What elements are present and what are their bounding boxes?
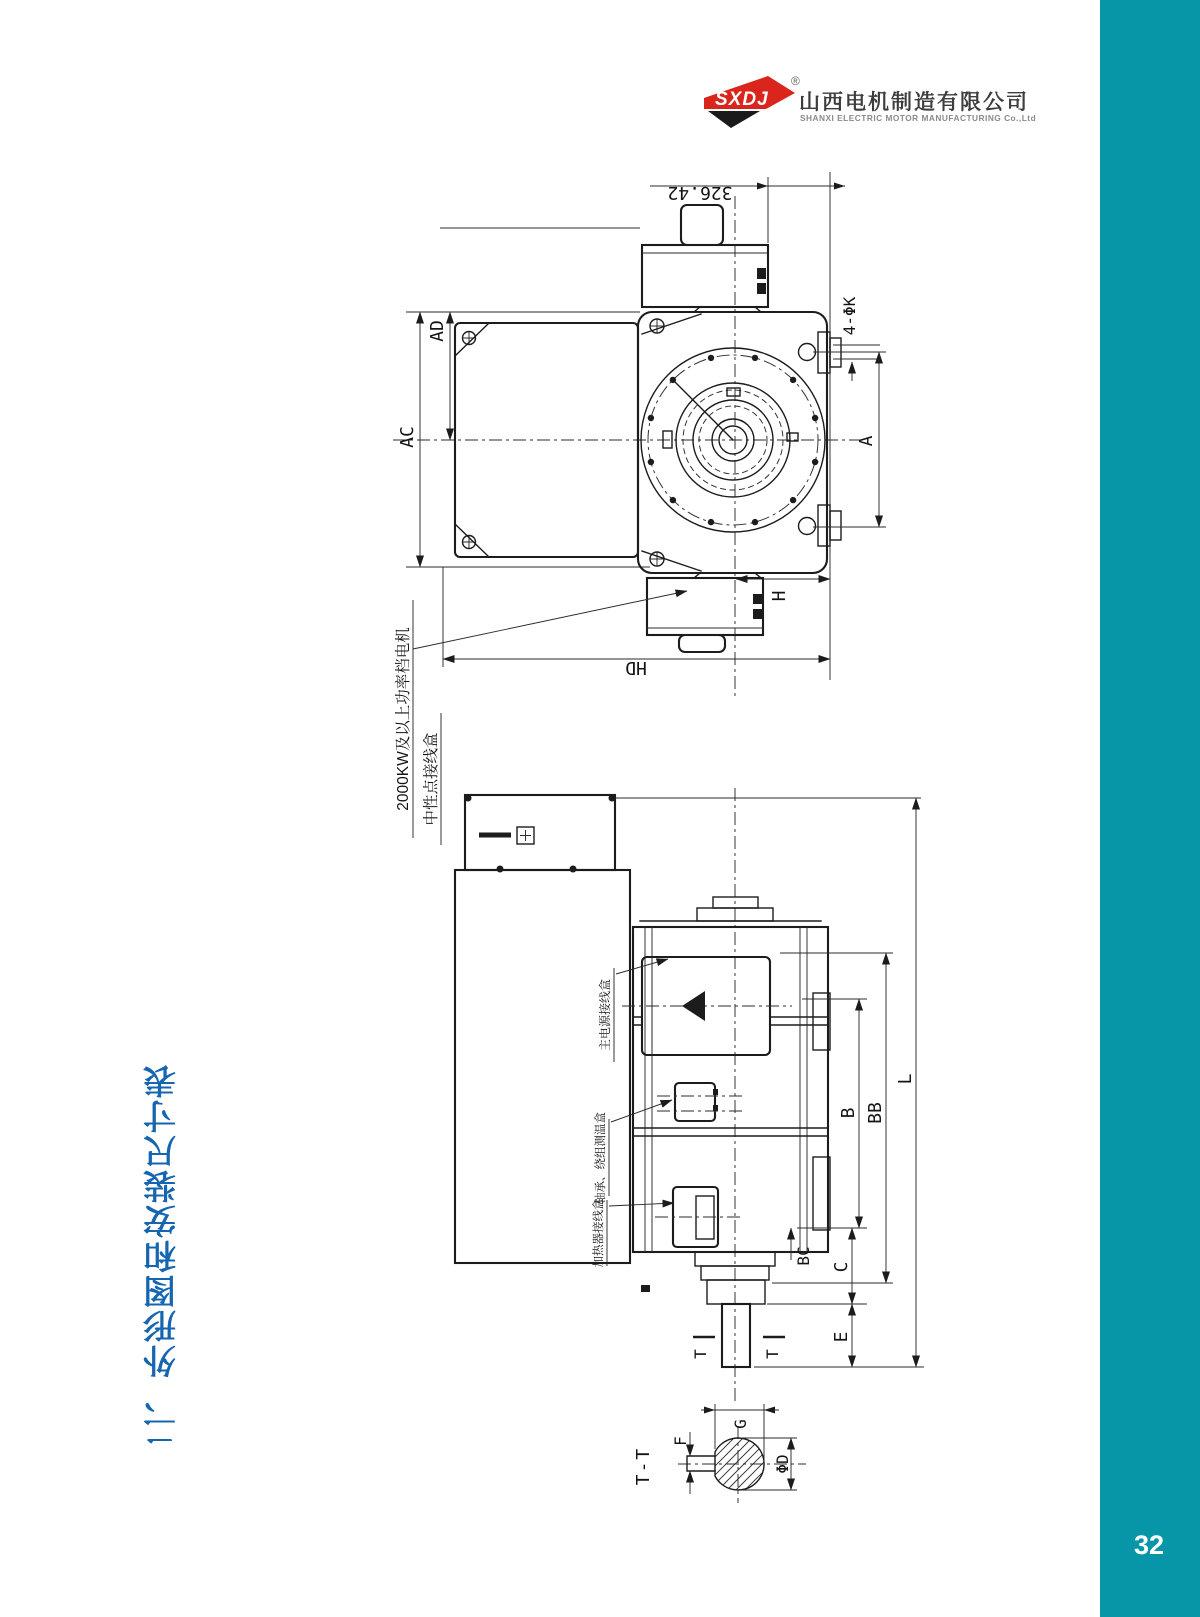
dim-label-g: G [731,1419,750,1429]
page-number: 32 [1133,1530,1165,1560]
dim-label-hd: HD [625,657,647,678]
note-line-1: 2000KW及以上功率档电机 [395,627,412,811]
dim-label-bb: BB [865,1102,886,1124]
logo-text: SXDJ [715,89,769,110]
accent-sidebar [1100,0,1200,1617]
main-power-box [622,957,792,1055]
dim-label-b: B [838,1107,859,1119]
dim-label-phi-d: ΦD [773,1454,792,1474]
section-mark-t-right: T [763,1349,782,1359]
heater-box [655,1187,742,1247]
note-line-2: 中性点接线盒 [423,732,440,826]
note-leader-line [413,591,687,649]
company-name-en: SHANXI ELECTRIC MOTOR MANUFACTURING Co.,Ltd [800,113,1037,123]
dim-label-l: L [895,1073,916,1085]
label-heater-box: 加热器接线盒 [593,1198,605,1268]
dim-label-e: E [831,1331,852,1343]
label-temp-box: 轴承、绕组测温盒 [595,1112,607,1204]
section-title: 二、外形图和安装尺寸表 [143,1063,180,1448]
motor-side-view-drawing [420,750,940,1510]
direction-arrow-icon [682,991,705,1021]
registered-mark: ® [791,74,800,88]
section-label-tt: T-T [633,1446,654,1486]
top-junction-box [642,205,768,312]
dim-label-ac: AC [397,426,418,448]
dim-label-ad: AD [427,320,448,342]
section-mark-t-left: T [691,1349,710,1359]
neutral-point-box [647,578,763,652]
dim-label-a: A [856,435,877,447]
dim-label-bc: BC [794,1246,813,1266]
company-name-cn: 山西电机制造有限公司 [799,91,1029,114]
dim-label-h: H [769,590,790,602]
label-main-power-box: 主电源接线盒 [598,978,612,1052]
dim-label-4phik: 4-ΦK [840,296,859,336]
shaft-extension [722,1304,750,1367]
sxdj-logo-icon [700,72,800,136]
temp-measuring-box [657,1083,742,1121]
dim-label-c: C [831,1261,852,1273]
motor-body [633,897,830,1367]
shaft-section-view [633,1404,828,1503]
foot-pads [799,332,842,546]
dim-label-326: 326.42 [667,182,733,203]
dim-label-f: F [671,1436,690,1446]
